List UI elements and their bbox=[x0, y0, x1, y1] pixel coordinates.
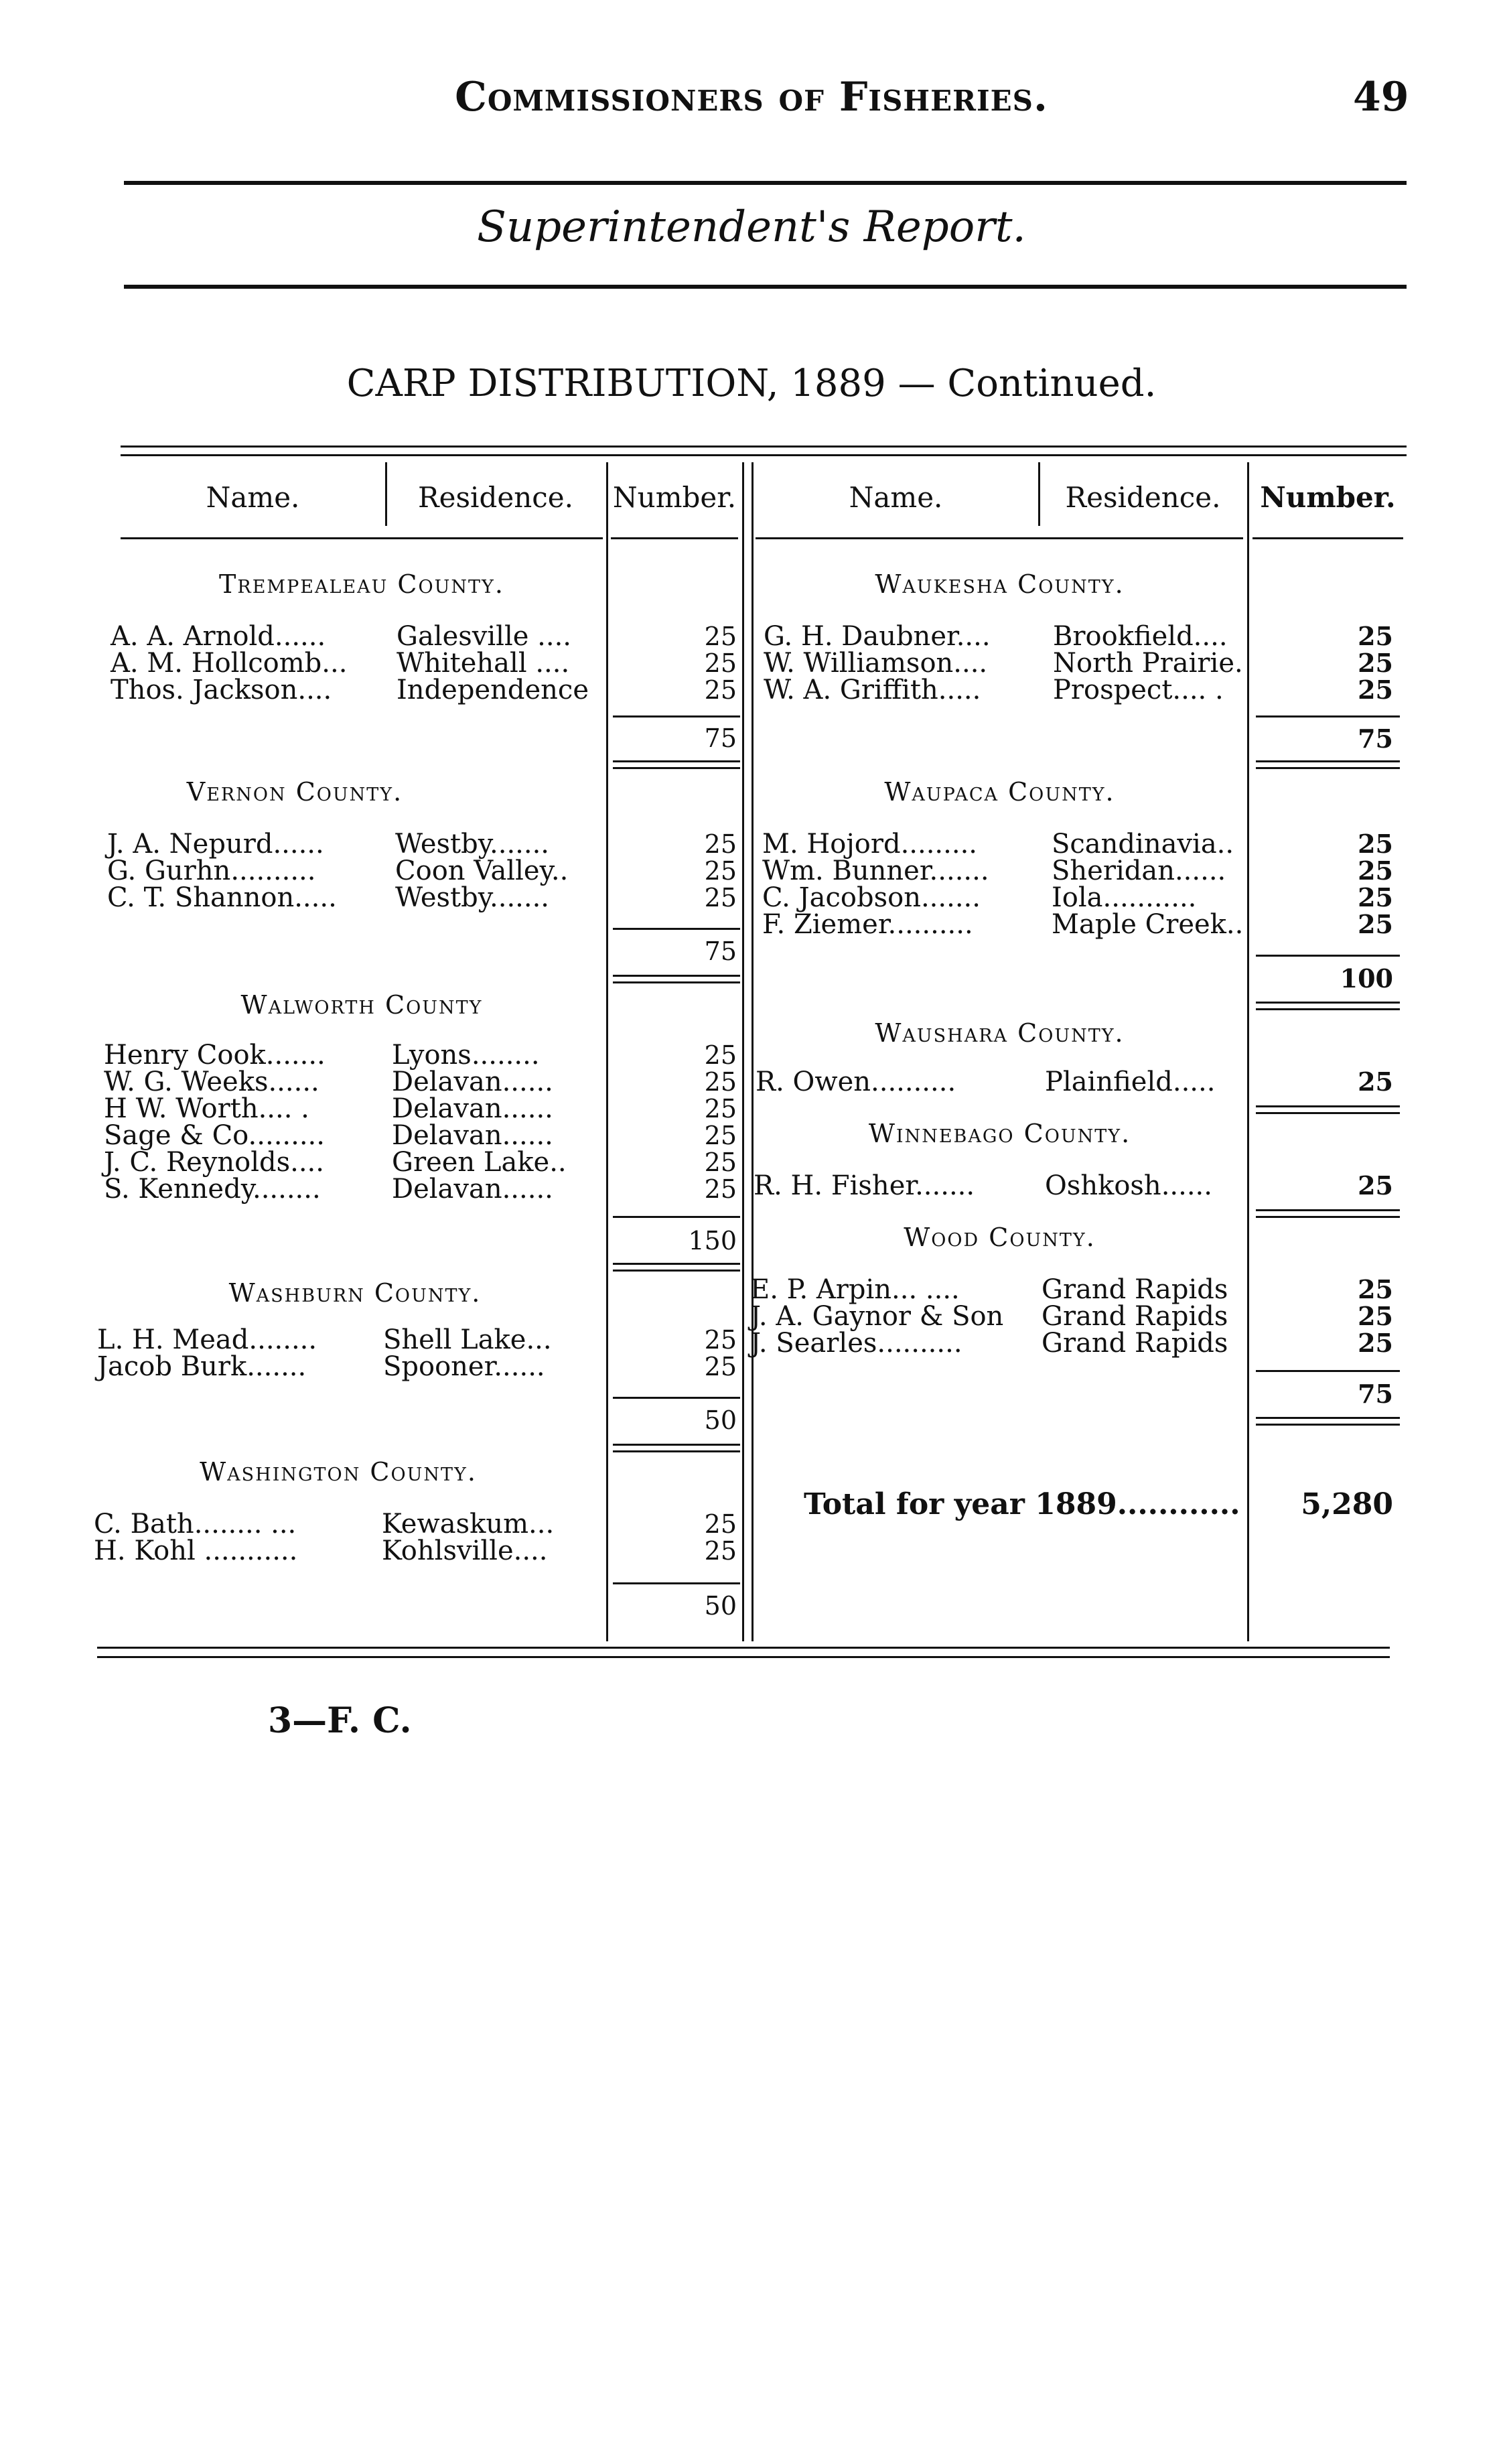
number-cell: 25 bbox=[1358, 855, 1393, 886]
name-cell: J. Searles.......... bbox=[750, 1328, 962, 1359]
subtotal-double-rule bbox=[613, 981, 740, 983]
residence-cell: Lyons........ bbox=[392, 1040, 540, 1071]
number-cell: 25 bbox=[704, 1040, 737, 1070]
subtotal-rule bbox=[613, 928, 740, 930]
section-double-rule bbox=[1256, 1209, 1400, 1211]
name-cell: W. Williamson.... bbox=[764, 648, 988, 679]
residence-cell: Prospect.... . bbox=[1053, 675, 1224, 705]
number-cell: 25 bbox=[704, 675, 737, 705]
header-bottom-rule-num-right bbox=[1252, 537, 1403, 539]
table-title: CARP DISTRIBUTION, 1889 — Continued. bbox=[346, 362, 1157, 405]
divider-center-2 bbox=[752, 462, 754, 1641]
county-heading-washington: Washington County. bbox=[200, 1457, 477, 1487]
subhead-rule bbox=[124, 285, 1407, 289]
subtotal-rule bbox=[613, 1582, 740, 1584]
subtotal-cell: 75 bbox=[704, 937, 737, 966]
name-cell: C. Bath........ ... bbox=[94, 1509, 297, 1539]
number-cell: 25 bbox=[704, 1067, 737, 1097]
residence-cell: Grand Rapids bbox=[1042, 1274, 1228, 1305]
subtotal-double-rule bbox=[613, 1263, 740, 1265]
col-head-number: Number. bbox=[612, 481, 737, 514]
number-cell: 25 bbox=[1358, 829, 1393, 859]
subtotal-rule bbox=[613, 715, 740, 717]
header-bottom-rule-left bbox=[121, 537, 603, 539]
number-cell: 25 bbox=[704, 622, 737, 651]
residence-cell: Kohlsville.... bbox=[382, 1535, 548, 1566]
name-cell: F. Ziemer.......... bbox=[762, 909, 973, 940]
residence-cell: Delavan...... bbox=[392, 1174, 553, 1205]
name-cell: E. P. Arpin... .... bbox=[750, 1274, 960, 1305]
name-cell: G. H. Daubner.... bbox=[764, 621, 991, 652]
subtotal-rule bbox=[1256, 955, 1400, 957]
name-cell: J. C. Reynolds.... bbox=[104, 1147, 324, 1178]
residence-cell: Scandinavia.. bbox=[1052, 829, 1234, 860]
residence-cell: Delavan...... bbox=[392, 1120, 553, 1151]
residence-cell: Galesville .... bbox=[397, 621, 572, 652]
name-cell: Thos. Jackson.... bbox=[111, 675, 332, 705]
residence-cell: Kewaskum... bbox=[382, 1509, 555, 1539]
name-cell: M. Hojord......... bbox=[762, 829, 977, 860]
number-cell: 25 bbox=[704, 883, 737, 912]
page-number: 49 bbox=[1353, 74, 1409, 121]
name-cell: Sage & Co......... bbox=[104, 1120, 325, 1151]
name-cell: J. A. Gaynor & Son bbox=[750, 1301, 1004, 1332]
name-cell: G. Gurhn.......... bbox=[107, 855, 316, 886]
header-bottom-rule-right bbox=[756, 537, 1243, 539]
name-cell: S. Kennedy........ bbox=[104, 1174, 321, 1205]
name-cell: A. A. Arnold...... bbox=[111, 621, 326, 652]
number-cell: 25 bbox=[704, 648, 737, 678]
subtotal-double-rule bbox=[613, 1270, 740, 1272]
number-cell: 25 bbox=[704, 1325, 737, 1355]
table-top-rule-2 bbox=[121, 454, 1407, 456]
subtotal-cell: 75 bbox=[704, 724, 737, 753]
divider-name-residence-left bbox=[385, 462, 387, 526]
name-cell: R. H. Fisher....... bbox=[754, 1170, 975, 1201]
number-cell: 25 bbox=[1358, 909, 1393, 939]
residence-cell: Grand Rapids bbox=[1042, 1328, 1228, 1359]
name-cell: Henry Cook....... bbox=[104, 1040, 326, 1071]
name-cell: J. A. Nepurd...... bbox=[107, 829, 324, 860]
col-head-number-right: Number. bbox=[1260, 481, 1396, 514]
table-top-rule bbox=[121, 446, 1407, 448]
number-cell: 25 bbox=[1358, 1170, 1393, 1201]
residence-cell: North Prairie. bbox=[1053, 648, 1243, 679]
table-bottom-rule bbox=[97, 1647, 1390, 1649]
divider-center-1 bbox=[742, 462, 744, 1641]
residence-cell: Green Lake.. bbox=[392, 1147, 567, 1178]
residence-cell: Coon Valley.. bbox=[395, 855, 569, 886]
residence-cell: Sheridan...... bbox=[1052, 855, 1226, 886]
section-double-rule bbox=[1256, 1105, 1400, 1107]
divider-residence-number-right bbox=[1247, 462, 1249, 1641]
signature-mark: 3—F. C. bbox=[268, 1700, 412, 1741]
subtotal-double-rule bbox=[613, 767, 740, 769]
county-heading-vernon: Vernon County. bbox=[186, 777, 403, 807]
name-cell: R. Owen.......... bbox=[756, 1067, 956, 1097]
col-head-name: Name. bbox=[206, 481, 300, 514]
subtotal-cell: 75 bbox=[1358, 724, 1393, 754]
subtotal-double-rule bbox=[1256, 1417, 1400, 1419]
residence-cell: Delavan...... bbox=[392, 1067, 553, 1097]
number-cell: 25 bbox=[704, 1536, 737, 1566]
name-cell: W. A. Griffith..... bbox=[764, 675, 981, 705]
residence-cell: Westby....... bbox=[395, 882, 550, 913]
subtotal-double-rule bbox=[613, 1444, 740, 1446]
subtotal-double-rule bbox=[1256, 760, 1400, 762]
number-cell: 25 bbox=[704, 1094, 737, 1123]
subtotal-double-rule bbox=[613, 760, 740, 762]
number-cell: 25 bbox=[1358, 1301, 1393, 1331]
name-cell: L. H. Mead........ bbox=[97, 1324, 317, 1355]
header-rule bbox=[124, 181, 1407, 185]
number-cell: 25 bbox=[1358, 648, 1393, 678]
section-double-rule bbox=[1256, 1112, 1400, 1114]
number-cell: 25 bbox=[1358, 1067, 1393, 1097]
residence-cell: Whitehall .... bbox=[397, 648, 570, 679]
subtotal-double-rule bbox=[613, 1450, 740, 1452]
residence-cell: Iola........... bbox=[1052, 882, 1197, 913]
subhead: Superintendent's Report. bbox=[477, 202, 1026, 252]
subtotal-rule bbox=[1256, 715, 1400, 717]
subtotal-rule bbox=[613, 1397, 740, 1399]
col-head-residence-right: Residence. bbox=[1065, 481, 1221, 514]
residence-cell: Brookfield.... bbox=[1053, 621, 1228, 652]
number-cell: 25 bbox=[1358, 882, 1393, 912]
section-double-rule bbox=[1256, 1216, 1400, 1218]
subtotal-cell: 75 bbox=[1358, 1379, 1393, 1409]
county-heading-walworth: Walworth County bbox=[240, 990, 483, 1020]
number-cell: 25 bbox=[704, 1174, 737, 1204]
county-heading-waushara: Waushara County. bbox=[875, 1018, 1125, 1048]
col-head-residence: Residence. bbox=[418, 481, 573, 514]
county-heading-waukesha: Waukesha County. bbox=[875, 569, 1125, 599]
county-heading-trempealeau: Trempealeau County. bbox=[219, 569, 504, 599]
number-cell: 25 bbox=[704, 856, 737, 886]
col-head-name-right: Name. bbox=[849, 481, 943, 514]
divider-residence-number-left bbox=[606, 462, 608, 1641]
name-cell: Wm. Bunner....... bbox=[762, 855, 989, 886]
subtotal-double-rule bbox=[1256, 1424, 1400, 1426]
number-cell: 25 bbox=[704, 1352, 737, 1381]
residence-cell: Grand Rapids bbox=[1042, 1301, 1228, 1332]
number-cell: 25 bbox=[704, 1509, 737, 1539]
residence-cell: Shell Lake... bbox=[383, 1324, 552, 1355]
residence-cell: Westby....... bbox=[395, 829, 550, 860]
name-cell: H W. Worth.... . bbox=[104, 1093, 309, 1124]
residence-cell: Independence bbox=[397, 675, 589, 705]
number-cell: 25 bbox=[704, 1148, 737, 1177]
table-bottom-rule-2 bbox=[97, 1656, 1390, 1658]
residence-cell: Spooner...... bbox=[383, 1351, 545, 1382]
number-cell: 25 bbox=[1358, 675, 1393, 705]
county-heading-wood: Wood County. bbox=[904, 1223, 1096, 1252]
number-cell: 25 bbox=[1358, 1274, 1393, 1304]
county-heading-winnebago: Winnebago County. bbox=[868, 1119, 1131, 1148]
number-cell: 25 bbox=[1358, 1328, 1393, 1358]
name-cell: W. G. Weeks...... bbox=[104, 1067, 319, 1097]
subtotal-cell: 50 bbox=[704, 1406, 737, 1435]
total-value: 5,280 bbox=[1301, 1487, 1393, 1521]
residence-cell: Plainfield..... bbox=[1045, 1067, 1216, 1097]
name-cell: Jacob Burk....... bbox=[97, 1351, 307, 1382]
subtotal-double-rule bbox=[613, 975, 740, 977]
number-cell: 25 bbox=[704, 1121, 737, 1150]
residence-cell: Maple Creek.. bbox=[1052, 909, 1244, 940]
subtotal-cell: 50 bbox=[704, 1591, 737, 1621]
subtotal-double-rule bbox=[1256, 767, 1400, 769]
name-cell: C. Jacobson....... bbox=[762, 882, 981, 913]
total-label: Total for year 1889............ bbox=[804, 1487, 1240, 1521]
subtotal-cell: 100 bbox=[1340, 963, 1393, 994]
name-cell: H. Kohl ........... bbox=[94, 1535, 298, 1566]
subtotal-double-rule bbox=[1256, 1002, 1400, 1004]
subtotal-cell: 150 bbox=[688, 1226, 737, 1255]
county-heading-washburn: Washburn County. bbox=[228, 1278, 482, 1308]
name-cell: C. T. Shannon..... bbox=[107, 882, 337, 913]
residence-cell: Oshkosh...... bbox=[1045, 1170, 1212, 1201]
number-cell: 25 bbox=[704, 829, 737, 859]
subtotal-rule bbox=[1256, 1370, 1400, 1372]
subtotal-rule bbox=[613, 1216, 740, 1218]
name-cell: A. M. Hollcomb... bbox=[111, 648, 348, 679]
running-head: Commissioners of Fisheries. bbox=[455, 74, 1048, 121]
residence-cell: Delavan...... bbox=[392, 1093, 553, 1124]
subtotal-double-rule bbox=[1256, 1008, 1400, 1010]
header-bottom-rule-num-left bbox=[611, 537, 738, 539]
number-cell: 25 bbox=[1358, 621, 1393, 651]
county-heading-waupaca: Waupaca County. bbox=[884, 777, 1115, 807]
